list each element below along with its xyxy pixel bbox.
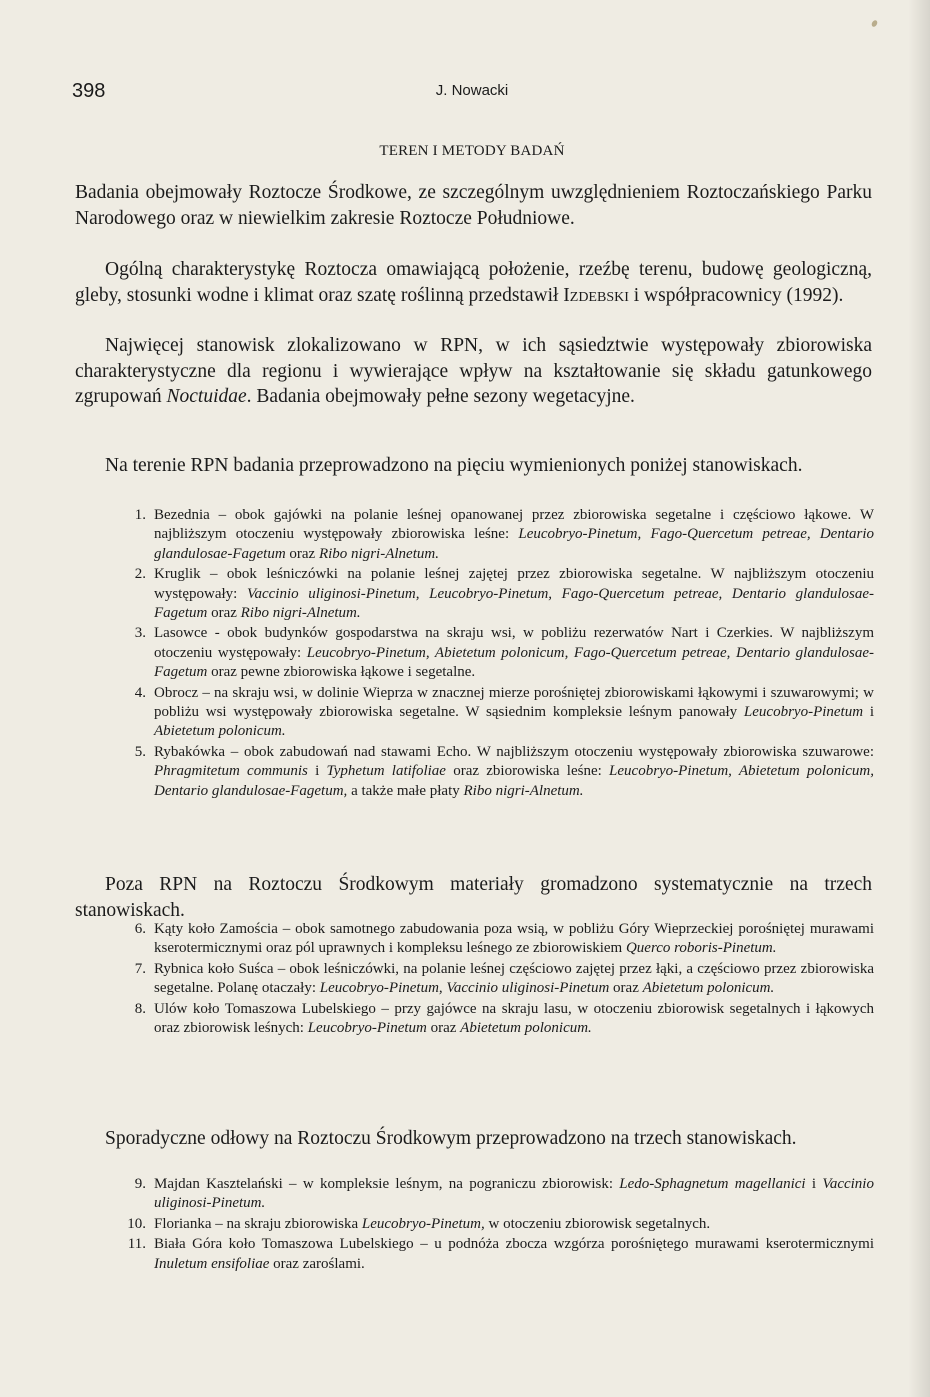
group3-heading: Sporadyczne odłowy na Roztoczu Środkowym przeprowadzono na trzech stanowiskach.	[105, 1128, 797, 1149]
site-description-text: Biała Góra koło Tomaszowa Lubelskiego – u podnóża zbocza wzgórza porośniętego murawami kserotermicznymi	[154, 1236, 874, 1253]
group2-heading: Poza RPN na Roztoczu Środkowym materiały gromadzono systematycznie na trzech stanowiskach.	[75, 874, 872, 921]
site-list-item	[118, 1215, 874, 1234]
plant-community-name: Abietetum polonicum.	[460, 1020, 592, 1037]
site-description-text: Kąty koło Zamościa – obok samotnego zabudowania poza wsią, w pobliżu Góry Wieprzeckiej porośniętej murawami kserotermicznymi oraz pól uprawnych i kompleksu leśnego ze zbiorowiskiem	[154, 921, 874, 957]
intro-paragraph-2-tail: i współpracownicy (1992).	[628, 284, 844, 306]
plant-community-name: Phragmitetum communis	[154, 763, 308, 780]
site-description-text: oraz	[207, 605, 241, 622]
site-description-text: Bezednia – obok gajówki na polanie leśnej opanowanej przez zbiorowiska segetalne i częściowo łąkowe. W najbliższym otoczeniu występowały zbiorowiska leśne:	[154, 507, 874, 543]
plant-community-name: Ribo nigri-Alnetum.	[318, 545, 439, 562]
plant-community-name: Abietetum polonicum.	[642, 980, 775, 997]
page-edge-shadow	[908, 0, 930, 1397]
site-list-item	[118, 506, 874, 564]
site-number: 4.	[134, 684, 146, 701]
site-description-text: Majdan Kasztelański – w kompleksie leśnym, na pograniczu zbiorowisk:	[154, 1176, 620, 1192]
plant-community-name: Abietetum polonicum.	[154, 723, 286, 740]
site-description-text: oraz	[609, 980, 643, 997]
site-description-text: oraz zaroślami.	[269, 1255, 365, 1272]
site-description-text: Rybakówka – obok zabudowań nad stawami Echo. W najbliższym otoczeniu występowały zbiorowiska szuwarowe:	[154, 743, 874, 760]
plant-community-name: Ledo-Sphagnetum magellanici	[619, 1176, 806, 1192]
site-description-text: i	[863, 704, 874, 721]
site-number: 1.	[134, 507, 146, 523]
site-list-item	[118, 565, 874, 623]
plant-community-name: Leucobryo-Pinetum,	[361, 1215, 485, 1232]
site-number: 2.	[134, 566, 146, 583]
site-description-text: a także małe płaty	[347, 782, 464, 799]
plant-community-name: Ribo nigri-Alnetum.	[240, 605, 361, 622]
page-header	[72, 80, 872, 106]
intro-paragraph-3-text: Najwięcej stanowisk zlokalizowano w RPN, w ich sąsiedztwie występowały zbiorowiska charakterystyczne dla regionu i wywierające wpływ na kształtowanie się składu gatunkowego zgrupowań	[75, 335, 872, 407]
site-list-outside-rpn	[118, 920, 874, 1039]
page-number: 398	[72, 80, 106, 102]
site-number: 3.	[134, 625, 146, 642]
site-list-item	[118, 684, 874, 742]
plant-community-name: Inuletum ensifoliae	[154, 1255, 270, 1272]
site-list-sporadic	[118, 1175, 874, 1275]
site-number: 8.	[134, 1000, 146, 1017]
site-number: 10.	[127, 1215, 146, 1232]
intro-paragraph-1	[75, 180, 872, 231]
site-list-item	[118, 624, 874, 682]
site-description-text: Ulów koło Tomaszowa Lubelskiego – przy gajówce na skraju lasu, w otoczeniu zbiorowisk segetalnych i łąkowych oraz zbiorowisk leśnych:	[154, 1000, 874, 1037]
site-description-text: oraz	[426, 1020, 461, 1037]
plant-community-name: Ribo nigri-Alnetum.	[463, 782, 584, 799]
site-description-text: Rybnica koło Suśca – obok leśniczówki, na polanie leśnej częściowo zajętej przez łąki, a częściowo przez zbiorowiska segetalne. Polanę otaczały:	[154, 960, 874, 997]
plant-community-name: Leucobryo-Pinetum, Abietetum polonicum, Fago-Quercetum petreae, Dentario glandulosae-Fagetum	[154, 644, 874, 681]
site-list-rpn	[118, 506, 874, 802]
site-description-text: w otoczeniu zbiorowisk segetalnych.	[484, 1215, 711, 1232]
site-description-text: oraz pewne zbiorowiska łąkowe i segetalne.	[207, 664, 476, 681]
site-description-text: oraz zbiorowiska leśne:	[445, 763, 610, 780]
plant-community-name: Leucobryo-Pinetum	[743, 704, 864, 721]
intro-paragraph-2-text: Ogólną charakterystykę Roztocza omawiającą położenie, rzeźbę terenu, budowę geologiczną, gleby, stosunki wodne i klimat oraz szatę roślinną przedstawił	[75, 259, 872, 306]
site-description-text: Lasowce - obok budynków gospodarstwa na skraju wsi, w pobliżu rezerwatów Nart i Czerkies. W najbliższym otoczeniu występowały:	[154, 625, 874, 661]
intro-paragraph-1-text: Badania obejmowały Roztocze Środkowe, ze szczególnym uwzględnieniem Roztoczańskiego Parku Narodowego oraz w niewielkim zakresie Roztocze Południowe.	[75, 182, 872, 229]
site-number: 9.	[134, 1176, 146, 1192]
site-description-text: i	[805, 1176, 823, 1192]
site-number: 7.	[134, 960, 146, 977]
site-list-item	[118, 920, 874, 959]
intro-paragraph-3	[75, 333, 872, 410]
scan-speck	[871, 19, 879, 28]
site-description-text: Obrocz – na skraju wsi, w dolinie Wieprza w znacznej mierze porośniętej zbiorowiskami łąkowymi i szuwarowymi; w pobliżu wsi występowały zbiorowiska segetalne. W sąsiednim kompleksie leśnym panowały	[154, 684, 874, 721]
plant-community-name: Querco roboris-Pinetum.	[625, 940, 777, 957]
site-number: 6.	[134, 921, 146, 937]
intro-paragraph-2	[75, 257, 872, 308]
site-list-item	[118, 1175, 874, 1214]
plant-community-name: Vaccinio uliginosi-Pinetum.	[154, 1176, 874, 1212]
author-citation: Izdebski	[563, 284, 629, 306]
plant-community-name: Leucobryo-Pinetum, Vaccinio uliginosi-Pinetum	[319, 980, 610, 997]
plant-community-name: Leucobryo-Pinetum, Fago-Quercetum petreae, Dentario glandulosae-Fagetum	[154, 526, 874, 562]
site-description-text: oraz	[285, 545, 319, 562]
intro-paragraph-3-tail: . Badania obejmowały pełne sezony wegetacyjne.	[246, 386, 635, 407]
site-number: 11.	[127, 1236, 146, 1253]
site-list-item	[118, 960, 874, 999]
site-list-item	[118, 1000, 874, 1039]
plant-community-name: Leucobryo-Pinetum, Abietetum polonicum, Dentario glandulosae-Fagetum,	[154, 763, 874, 799]
site-number: 5.	[134, 743, 146, 760]
plant-community-name: Typhetum latifoliae	[326, 763, 446, 780]
taxon-name: Noctuidae	[166, 386, 247, 407]
plant-community-name: Vaccinio uliginosi-Pinetum, Leucobryo-Pinetum, Fago-Quercetum petreae, Dentario glandulosae-Fagetum	[154, 585, 874, 622]
site-description-text: i	[307, 763, 327, 780]
plant-community-name: Leucobryo-Pinetum	[307, 1020, 427, 1037]
group1-heading: Na terenie RPN badania przeprowadzono na pięciu wymienionych poniżej stanowiskach.	[105, 455, 803, 476]
section-heading: TEREN I METODY BADAŃ	[379, 143, 565, 159]
site-description-text: Florianka – na skraju zbiorowiska	[154, 1215, 362, 1232]
site-description-text: Kruglik – obok leśniczówki na polanie leśnej zajętej przez zbiorowiska segetalne. W najbliższym otoczeniu występowały:	[154, 566, 874, 602]
site-list-item	[118, 1235, 874, 1274]
running-head-author: J. Nowacki	[435, 82, 509, 99]
site-list-item	[118, 743, 874, 801]
